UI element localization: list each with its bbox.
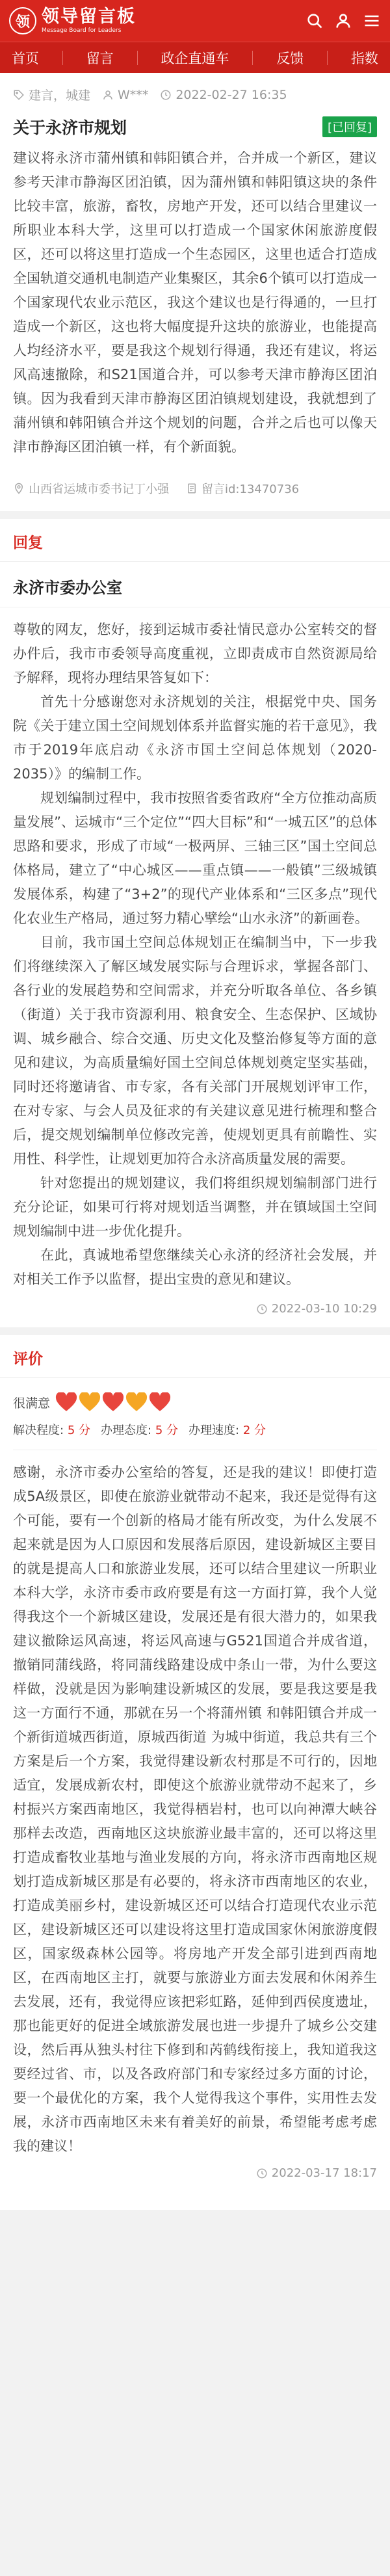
tag-icon [13, 89, 25, 101]
menu-icon[interactable] [363, 12, 381, 30]
section-gap [0, 1327, 390, 1335]
location-icon [13, 483, 25, 494]
evaluation-text: 感谢，永济市委办公室给的答复，还是我的建议！即使打造成5A级景区，即使在旅游业就带动不起来，我还是觉得有这个可能，要有一个创新的格局才能有所改变，为什么发展不起来就是因为人口原因和发展落后原因，建设新城区主要目的就是提高人口和旅游业发展，还可以结合里建议一所职业本科大学，永济市委市政府要是有这一方面打算，我个人觉得我这个一个新城区建设，发展还是有很大潜力的，如果我建议撤除运风高速，将运风高速与G521国道合并成省道，撤销同蒲线路，将同蒲线路建设成中条山一带，为什么要这样做，没就是因为影响建设新城区的发展，要是我这要是我这一方面行不通，那就在另一个将蒲州镇 和韩阳镇合并成一个新街道城西街道，原城西街道 为城中街道，我总共有三个方案是后一个方案，我觉得建设新农村那是不可行的，因地适宜，发展成新农村，即使这个旅游业就带动不起来了，乡村振兴方案西南地区，我觉得栖岩村，也可以向神潭大峡谷那样去改造，西南地区这块旅游业最丰富的，还可以将这里打造成畜牧业基地与渔业发展的方向，将永济市西南地区规划打造成新城区那是有必要的，将永济市西南地区的农业，打造成美丽乡村，建设新城区还可以结合打造现代农业示范区，建设新城区还可以建设将这里打造成国家休闲旅游度假区，国家级森林公园等。将房地产开发全部引进到西南地区，在西南地区主打，就要与旅游业方面去发展和休闲养生去发展，还有，我觉得应该把彩虹路，延伸到西侯度遗址，那也能更好的促进全域旅游发展也进一步提升了城乡公交建设，然后再从独头村往下修到和芮鹤线衔接上，我知道我这要经过省、市，以及各政府部门和专家经过多方面的讨论，要一个最优化的方案，我个人觉得我这个事件，实用性去发展，永济市西南地区未来有着美好的前景，希望能考虑考虑我的建议！ [13, 1465, 377, 2154]
nav-divider [62, 51, 63, 65]
title-row [0, 113, 390, 142]
evaluation-card [0, 1335, 390, 2210]
score-attitude [101, 1421, 178, 1438]
recipient-meta [13, 480, 169, 497]
rating-row [0, 1378, 390, 1417]
message-recipient[interactable]: 山西省运城市委书记丁小强 [29, 483, 169, 496]
message-time: 2022-02-27 16:35 [176, 87, 287, 102]
heart-icon [55, 1392, 77, 1412]
author-meta [102, 88, 148, 102]
reply-time: 2022-03-10 10:29 [271, 1302, 377, 1316]
message-author: W*** [118, 87, 149, 102]
reply-org: 永济市委办公室 [0, 562, 390, 607]
site-subtitle: Message Board for Leaders [42, 27, 122, 34]
score-resolution [13, 1421, 90, 1438]
evaluation-section-label: 评价 [0, 1335, 390, 1378]
clock-icon [256, 1303, 268, 1315]
rating-hearts [55, 1392, 171, 1412]
heart-icon [102, 1392, 124, 1412]
reply-time-row [0, 1298, 390, 1327]
section-gap [0, 511, 390, 519]
logo-icon: 领 [9, 7, 36, 34]
reply-paragraph: 在此，真诚地希望您继续关心永济的经济社会发展，并对相关工作予以监督，提出宝贵的意见和建议。 [13, 1247, 377, 1287]
heart-icon [79, 1392, 101, 1412]
document-icon [186, 483, 198, 494]
score-label: 解决程度: [13, 1424, 64, 1437]
nav-item-feedback[interactable]: 反馈 [276, 50, 304, 66]
nav-divider [137, 51, 138, 65]
message-title: 关于永济市规划 [13, 118, 127, 137]
user-icon[interactable] [334, 12, 352, 30]
reply-paragraph: 尊敬的网友，您好，接到运城市委社情民意办公室转交的督办件后，我市市委领导高度重视，立即责成市自然资源局给予解释，现将办理结果答复如下： [13, 622, 377, 685]
score-value: 2 分 [242, 1424, 266, 1437]
rating-label: 很满意 [13, 1396, 51, 1411]
score-row [0, 1417, 390, 1450]
message-footer [0, 468, 390, 511]
message-meta [0, 73, 390, 113]
clock-icon [160, 89, 172, 101]
nav-item-home[interactable]: 首页 [11, 50, 39, 66]
message-body: 建议将永济市蒲州镇和韩阳镇合并，合并成一个新区，建议参考天津市静海区团泊镇，因为蒲州镇和韩阳镇这块的条件比较丰富，旅游，畜牧，房地产开发，还可以结合里建议一所职业本科大学，这里可以打造成一个国家休闲旅游度假区，还可以将这里打造成一个生态园区，这里也适合打造成全国轨道交通机电制造产业集聚区，其余6个镇可以打造成一个国家现代农业示范区，我这个建议也是行得通的，一旦打造成一个新区，这也将大幅度提升这块的旅游业，也能提高人均经济水平，要是我这个规划行得通，我还有建议，将运风高速撤除，和S21国道合并，可以参考天津市静海区团泊镇。因为我看到天津市静海区团泊镇规划建设，我就想到了蒲州镇和韩阳镇合并这个规划的问题，合并之后也可以像天津市静海区团泊镇一样，有个新面貌。 [13, 150, 377, 455]
score-value: 5 分 [67, 1424, 90, 1437]
message-category: 建言，城建 [29, 88, 91, 103]
score-speed [188, 1421, 266, 1438]
reply-section-label: 回复 [0, 519, 390, 562]
nav-item-index[interactable]: 指数 [350, 50, 378, 66]
message-card [0, 73, 390, 511]
msg-id-meta [186, 480, 299, 497]
evaluation-time-row [0, 2162, 390, 2192]
category-meta [13, 86, 90, 103]
nav-divider [327, 51, 328, 65]
score-label: 办理速度: [188, 1424, 240, 1437]
reply-paragraph: 针对您提出的规划建议，我们将组织规划编制部门进行充分论证，如果可行将对规划适当调整，并在镇域国土空间规划编制中进一步优化提升。 [13, 1175, 377, 1239]
reply-card [0, 519, 390, 1327]
time-meta [160, 88, 287, 102]
status-badge: [已回复] [322, 116, 377, 137]
evaluation-time: 2022-03-17 18:17 [271, 2166, 377, 2180]
reply-paragraph: 目前，我市国土空间总体规划正在编制当中，下一步我们将继续深入了解区域发展实际与合理诉求，掌握各部门、各行业的发展趋势和空间需求，并充分听取各单位、各乡镇（街道）关于我市资源利用、粮食安全、生态保护、区域协调、城乡融合、综合交通、历史文化及整治修复等方面的意见和建议，为高质量编好国土空间总体规划奠定坚实基础，同时还将邀请省、市专家，各有关部门开展规划评审工作，在对专家、与会人员及征求的有关建议意见进行梳理和整合后，提交规划编制单位修改完善，使规划更具有前瞻性、实用性、科学性，让规划更加符合永济高质量发展的需要。 [13, 935, 377, 1167]
footer-spacer [0, 2192, 390, 2210]
reply-paragraph: 规划编制过程中，我市按照省委省政府“全方位推动高质量发展”、运城市“三个定位”“四大目标”和“一城五区”的总体思路和要求，形成了市域“一极两屏、三轴三区”国土空间总体格局，建立了“中心城区——重点镇——一般镇”三级城镇发展体系，构建了“3+2”的现代产业体系和“三区多点”现代化农业生产格局，通过努力精心擘绘“山水永济”的新画卷。 [13, 790, 377, 926]
main-nav [0, 42, 390, 73]
reply-body [0, 607, 390, 1298]
nav-item-messages[interactable]: 留言 [86, 50, 114, 66]
message-id: 留言id:13470736 [202, 483, 300, 496]
app-header [0, 0, 390, 42]
logo[interactable] [42, 7, 136, 34]
search-icon[interactable] [306, 12, 324, 30]
nav-divider [252, 51, 253, 65]
score-value: 5 分 [155, 1424, 178, 1437]
score-label: 办理态度: [101, 1424, 152, 1437]
reply-paragraph: 首先十分感谢您对永济规划的关注，根据党中央、国务院《关于建立国土空间规划体系并监督实施的若干意见》，我市于2019年底启动《永济市国土空间总体规划（2020-2035）》的编制工作。 [13, 694, 377, 782]
heart-icon [149, 1392, 171, 1412]
nav-item-enterprise[interactable]: 政企直通车 [161, 50, 229, 66]
clock-icon [256, 2168, 268, 2179]
heart-icon [125, 1392, 148, 1412]
user-icon [102, 89, 114, 101]
site-title: 领导留言板 [42, 7, 136, 27]
